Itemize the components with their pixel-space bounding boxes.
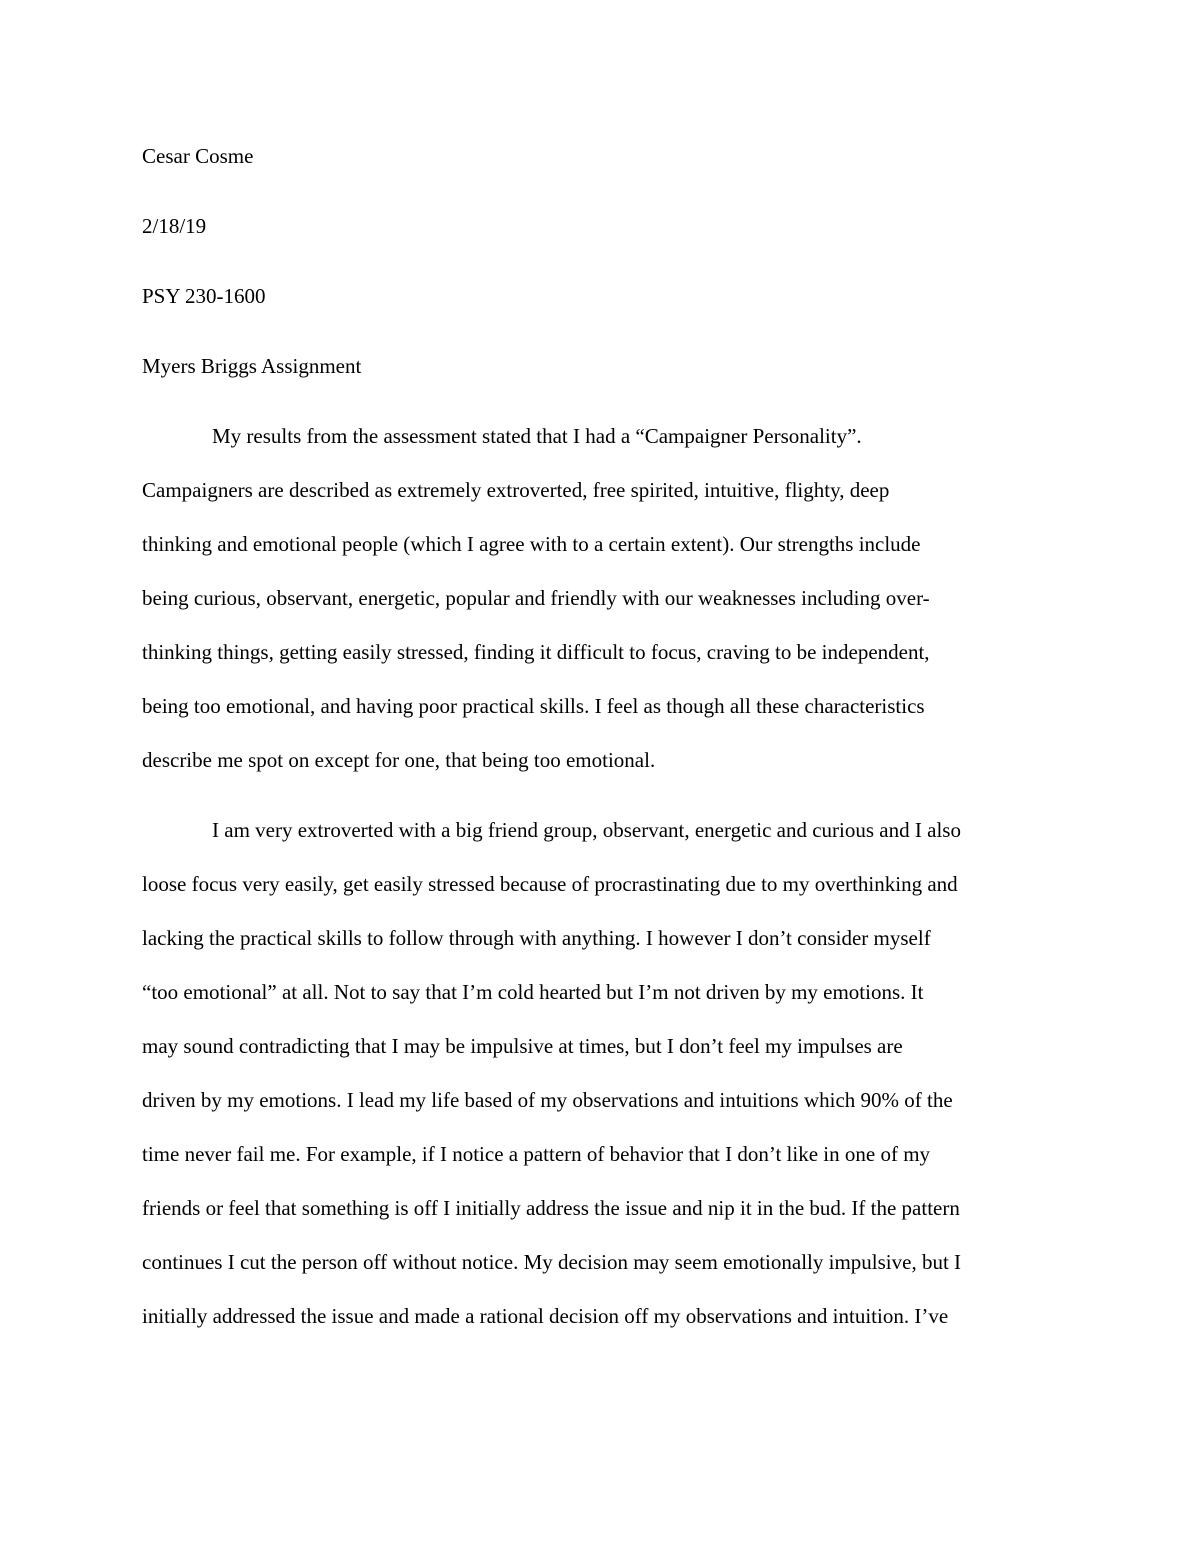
paragraph-1-line-6: being too emotional, and having poor practical skills. I feel as though all these characteristics	[142, 694, 925, 718]
paragraph-1-line-7: describe me spot on except for one, that being too emotional.	[142, 748, 656, 772]
paragraph-2-line-7: time never fail me. For example, if I notice a pattern of behavior that I don’t like in one of my	[142, 1142, 931, 1166]
paragraph-1-line-4: being curious, observant, energetic, popular and friendly with our weaknesses including over-	[142, 586, 930, 610]
document-date: 2/18/19	[142, 214, 207, 238]
paragraph-2-line-6: driven by my emotions. I lead my life based of my observations and intuitions which 90% of the	[142, 1088, 953, 1112]
paragraph-2-line-3: lacking the practical skills to follow through with anything. I however I don’t consider myself	[142, 926, 931, 950]
paragraph-2-line-1: I am very extroverted with a big friend group, observant, energetic and curious and I also	[212, 818, 961, 842]
paragraph-2-line-10: initially addressed the issue and made a rational decision off my observations and intuition. I’ve	[142, 1304, 949, 1328]
paragraph-2-line-8: friends or feel that something is off I initially address the issue and nip it in the bud. If the pattern	[142, 1196, 960, 1220]
paragraph-2-line-5: may sound contradicting that I may be impulsive at times, but I don’t feel my impulses are	[142, 1034, 903, 1058]
paragraph-1-line-2: Campaigners are described as extremely extroverted, free spirited, intuitive, flighty, deep	[142, 478, 890, 502]
paragraph-1-line-5: thinking things, getting easily stressed, finding it difficult to focus, craving to be independent,	[142, 640, 930, 664]
paragraph-2-line-9: continues I cut the person off without notice. My decision may seem emotionally impulsive, but I	[142, 1250, 962, 1274]
paragraph-2-line-2: loose focus very easily, get easily stressed because of procrastinating due to my overthinking and	[142, 872, 958, 896]
course-code: PSY 230-1600	[142, 284, 266, 308]
author-name: Cesar Cosme	[142, 144, 254, 168]
assignment-title: Myers Briggs Assignment	[142, 354, 362, 378]
paragraph-2-line-4: “too emotional” at all. Not to say that I’m cold hearted but I’m not driven by my emotions. It	[142, 980, 924, 1004]
paragraph-1-line-1: My results from the assessment stated that I had a “Campaigner Personality”.	[212, 424, 862, 448]
paragraph-1-line-3: thinking and emotional people (which I agree with to a certain extent). Our strengths include	[142, 532, 921, 556]
